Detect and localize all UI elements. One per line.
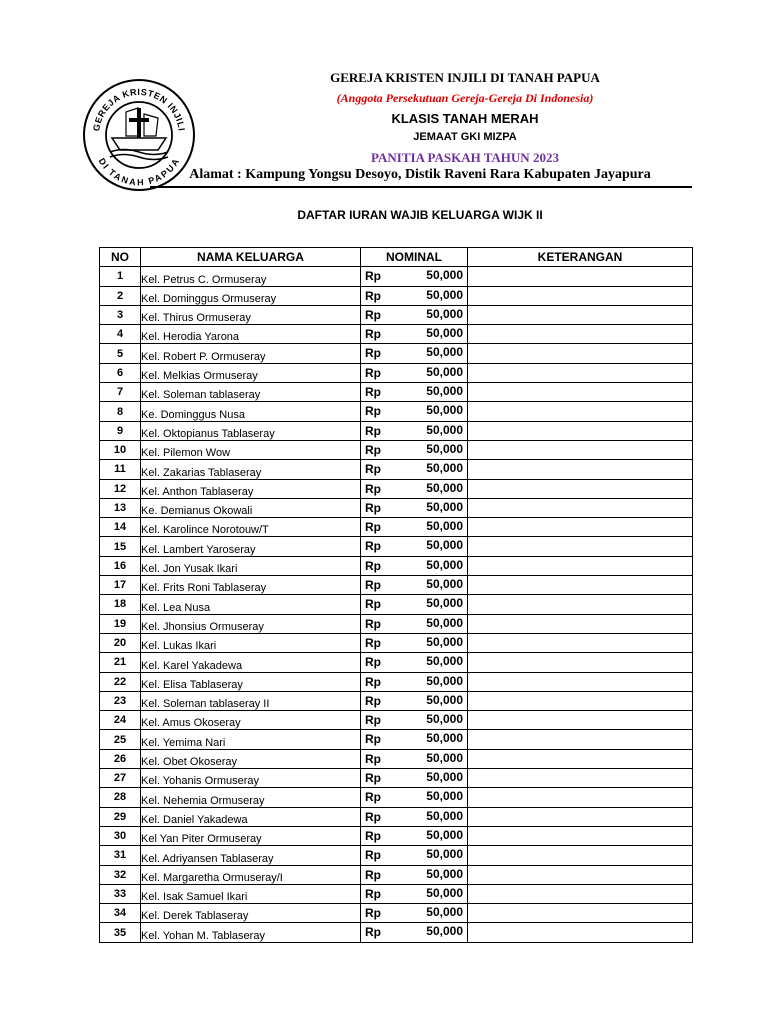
currency-label: Rp <box>365 655 381 670</box>
table-row <box>100 691 693 710</box>
nominal-cell <box>361 576 468 595</box>
family-name: Kel. Pilemon Wow <box>141 440 361 459</box>
currency-label: Rp <box>365 307 381 322</box>
nominal-cell <box>361 402 468 421</box>
family-name: Kel. Petrus C. Ormuseray <box>141 267 361 286</box>
organization-name: GEREJA KRISTEN INJILI DI TANAH PAPUA <box>330 70 600 85</box>
remarks-cell <box>468 421 693 440</box>
table-row <box>100 460 693 479</box>
table-row <box>100 614 693 633</box>
row-number: 5 <box>100 344 141 363</box>
remarks-cell <box>468 923 693 942</box>
row-number: 30 <box>100 826 141 845</box>
amount-value: 50,000 <box>426 538 463 553</box>
amount-value: 50,000 <box>426 268 463 283</box>
row-number: 34 <box>100 904 141 923</box>
remarks-cell <box>468 826 693 845</box>
row-number: 17 <box>100 576 141 595</box>
currency-label: Rp <box>365 462 381 477</box>
currency-label: Rp <box>365 848 381 863</box>
cross-ship-icon <box>110 108 168 160</box>
remarks-cell <box>468 498 693 517</box>
row-number: 7 <box>100 383 141 402</box>
table-row <box>100 344 693 363</box>
row-number: 21 <box>100 653 141 672</box>
nominal-cell <box>361 865 468 884</box>
row-number: 16 <box>100 556 141 575</box>
family-name: Kel. Soleman tablaseray <box>141 383 361 402</box>
currency-label: Rp <box>365 674 381 689</box>
table-row <box>100 595 693 614</box>
nominal-cell <box>361 769 468 788</box>
nominal-cell <box>361 614 468 633</box>
organization-subtitle: (Anggota Persekutuan Gereja-Gereja Di Indonesia) <box>336 91 594 105</box>
row-number: 2 <box>100 286 141 305</box>
nominal-cell <box>361 923 468 942</box>
amount-value: 50,000 <box>426 770 463 785</box>
remarks-cell <box>468 344 693 363</box>
currency-label: Rp <box>365 404 381 419</box>
currency-label: Rp <box>365 828 381 843</box>
remarks-cell <box>468 749 693 768</box>
table-row <box>100 730 693 749</box>
nominal-cell <box>361 749 468 768</box>
table-row <box>100 749 693 768</box>
row-number: 33 <box>100 884 141 903</box>
table-row <box>100 286 693 305</box>
table-row <box>100 556 693 575</box>
dues-table <box>99 247 693 943</box>
table-row <box>100 904 693 923</box>
row-number: 23 <box>100 691 141 710</box>
currency-label: Rp <box>365 867 381 882</box>
nominal-cell <box>361 788 468 807</box>
currency-label: Rp <box>365 269 381 284</box>
family-name: Kel. Soleman tablaseray II <box>141 691 361 710</box>
row-number: 24 <box>100 711 141 730</box>
remarks-cell <box>468 788 693 807</box>
nominal-cell <box>361 267 468 286</box>
remarks-cell <box>468 576 693 595</box>
table-row <box>100 846 693 865</box>
currency-label: Rp <box>365 327 381 342</box>
row-number: 14 <box>100 518 141 537</box>
remarks-cell <box>468 884 693 903</box>
currency-label: Rp <box>365 385 381 400</box>
family-name: Kel. Daniel Yakadewa <box>141 807 361 826</box>
nominal-cell <box>361 518 468 537</box>
amount-value: 50,000 <box>426 577 463 592</box>
table-body <box>100 267 693 942</box>
classis-name: KLASIS TANAH MERAH <box>391 111 539 126</box>
currency-label: Rp <box>365 616 381 631</box>
amount-value: 50,000 <box>426 499 463 514</box>
table-row <box>100 769 693 788</box>
family-name: Kel. Frits Roni Tablaseray <box>141 576 361 595</box>
table-row <box>100 537 693 556</box>
amount-value: 50,000 <box>426 364 463 379</box>
nominal-cell <box>361 556 468 575</box>
remarks-cell <box>468 402 693 421</box>
remarks-cell <box>468 325 693 344</box>
amount-value: 50,000 <box>426 306 463 321</box>
family-name: Kel. Adriyansen Tablaseray <box>141 846 361 865</box>
currency-label: Rp <box>365 365 381 380</box>
nominal-cell <box>361 363 468 382</box>
remarks-cell <box>468 537 693 556</box>
nominal-cell <box>361 633 468 652</box>
header-nominal: NOMINAL <box>361 248 468 267</box>
amount-value: 50,000 <box>426 712 463 727</box>
family-name: Kel. Lukas Ikari <box>141 633 361 652</box>
nominal-cell <box>361 479 468 498</box>
currency-label: Rp <box>365 751 381 766</box>
amount-value: 50,000 <box>426 326 463 341</box>
amount-value: 50,000 <box>426 441 463 456</box>
family-name: Kel. Melkias Ormuseray <box>141 363 361 382</box>
family-name: Kel. Amus Okoseray <box>141 711 361 730</box>
table-row <box>100 672 693 691</box>
currency-label: Rp <box>365 790 381 805</box>
amount-value: 50,000 <box>426 827 463 842</box>
nominal-cell <box>361 595 468 614</box>
currency-label: Rp <box>365 809 381 824</box>
remarks-cell <box>468 807 693 826</box>
currency-label: Rp <box>365 597 381 612</box>
family-name: Kel. Oktopianus Tablaseray <box>141 421 361 440</box>
amount-value: 50,000 <box>426 924 463 939</box>
currency-label: Rp <box>365 558 381 573</box>
currency-label: Rp <box>365 346 381 361</box>
table-row <box>100 923 693 942</box>
table-row <box>100 440 693 459</box>
currency-label: Rp <box>365 925 381 940</box>
remarks-cell <box>468 267 693 286</box>
nominal-cell <box>361 807 468 826</box>
family-name: Kel. Robert P. Ormuseray <box>141 344 361 363</box>
family-name: Kel. Karel Yakadewa <box>141 653 361 672</box>
remarks-cell <box>468 691 693 710</box>
nominal-cell <box>361 846 468 865</box>
amount-value: 50,000 <box>426 403 463 418</box>
family-name: Kel. Yohan M. Tablaseray <box>141 923 361 942</box>
row-number: 8 <box>100 402 141 421</box>
address-line: Alamat : Kampung Yongsu Desoyo, Distik Raveni Rara Kabupaten Jayapura <box>189 167 651 182</box>
row-number: 12 <box>100 479 141 498</box>
nominal-cell <box>361 904 468 923</box>
amount-value: 50,000 <box>426 673 463 688</box>
amount-value: 50,000 <box>426 789 463 804</box>
row-number: 35 <box>100 923 141 942</box>
family-name: Kel. Obet Okoseray <box>141 749 361 768</box>
row-number: 22 <box>100 672 141 691</box>
family-name: Ke. Demianus Okowali <box>141 498 361 517</box>
table-row <box>100 711 693 730</box>
table-row <box>100 267 693 286</box>
currency-label: Rp <box>365 481 381 496</box>
amount-value: 50,000 <box>426 731 463 746</box>
family-name: Kel. Thirus Ormuseray <box>141 305 361 324</box>
table-row <box>100 325 693 344</box>
amount-value: 50,000 <box>426 461 463 476</box>
family-name: Kel. Karolince Norotouw/T <box>141 518 361 537</box>
remarks-cell <box>468 846 693 865</box>
remarks-cell <box>468 730 693 749</box>
remarks-cell <box>468 614 693 633</box>
amount-value: 50,000 <box>426 596 463 611</box>
nominal-cell <box>361 305 468 324</box>
nominal-cell <box>361 440 468 459</box>
amount-value: 50,000 <box>426 519 463 534</box>
document-title: DAFTAR IURAN WAJIB KELUARGA WIJK II <box>297 208 543 222</box>
amount-value: 50,000 <box>426 634 463 649</box>
table-row <box>100 479 693 498</box>
amount-value: 50,000 <box>426 750 463 765</box>
remarks-cell <box>468 363 693 382</box>
row-number: 19 <box>100 614 141 633</box>
row-number: 18 <box>100 595 141 614</box>
currency-label: Rp <box>365 500 381 515</box>
nominal-cell <box>361 711 468 730</box>
currency-label: Rp <box>365 423 381 438</box>
table-row <box>100 633 693 652</box>
remarks-cell <box>468 865 693 884</box>
family-name: Kel. Lambert Yaroseray <box>141 537 361 556</box>
nominal-cell <box>361 421 468 440</box>
row-number: 20 <box>100 633 141 652</box>
currency-label: Rp <box>365 442 381 457</box>
remarks-cell <box>468 440 693 459</box>
nominal-cell <box>361 653 468 672</box>
table-row <box>100 788 693 807</box>
nominal-cell <box>361 344 468 363</box>
amount-value: 50,000 <box>426 847 463 862</box>
nominal-cell <box>361 672 468 691</box>
row-number: 4 <box>100 325 141 344</box>
remarks-cell <box>468 383 693 402</box>
row-number: 32 <box>100 865 141 884</box>
row-number: 6 <box>100 363 141 382</box>
remarks-cell <box>468 460 693 479</box>
amount-value: 50,000 <box>426 866 463 881</box>
row-number: 15 <box>100 537 141 556</box>
remarks-cell <box>468 305 693 324</box>
header-no: NO <box>100 248 141 267</box>
remarks-cell <box>468 672 693 691</box>
table-row <box>100 653 693 672</box>
remarks-cell <box>468 711 693 730</box>
remarks-cell <box>468 479 693 498</box>
family-name: Kel. Lea Nusa <box>141 595 361 614</box>
family-name: Kel. Jhonsius Ormuseray <box>141 614 361 633</box>
amount-value: 50,000 <box>426 422 463 437</box>
nominal-cell <box>361 826 468 845</box>
header-divider <box>150 186 692 188</box>
amount-value: 50,000 <box>426 808 463 823</box>
remarks-cell <box>468 595 693 614</box>
family-name: Kel. Elisa Tablaseray <box>141 672 361 691</box>
nominal-cell <box>361 286 468 305</box>
row-number: 25 <box>100 730 141 749</box>
table-row <box>100 305 693 324</box>
table-row <box>100 363 693 382</box>
amount-value: 50,000 <box>426 480 463 495</box>
family-name: Kel. Jon Yusak Ikari <box>141 556 361 575</box>
nominal-cell <box>361 460 468 479</box>
amount-value: 50,000 <box>426 615 463 630</box>
table-row <box>100 421 693 440</box>
currency-label: Rp <box>365 539 381 554</box>
table-row <box>100 807 693 826</box>
row-number: 26 <box>100 749 141 768</box>
row-number: 1 <box>100 267 141 286</box>
currency-label: Rp <box>365 635 381 650</box>
amount-value: 50,000 <box>426 557 463 572</box>
currency-label: Rp <box>365 906 381 921</box>
table-row <box>100 884 693 903</box>
amount-value: 50,000 <box>426 905 463 920</box>
family-name: Kel. Isak Samuel Ikari <box>141 884 361 903</box>
svg-text:GEREJA KRISTEN INJILI: GEREJA KRISTEN INJILI <box>91 86 187 132</box>
nominal-cell <box>361 325 468 344</box>
currency-label: Rp <box>365 732 381 747</box>
nominal-cell <box>361 691 468 710</box>
remarks-cell <box>468 556 693 575</box>
family-name: Kel. Yemima Nari <box>141 730 361 749</box>
currency-label: Rp <box>365 578 381 593</box>
family-name: Kel. Dominggus Ormuseray <box>141 286 361 305</box>
remarks-cell <box>468 633 693 652</box>
remarks-cell <box>468 904 693 923</box>
nominal-cell <box>361 498 468 517</box>
currency-label: Rp <box>365 288 381 303</box>
table-row <box>100 826 693 845</box>
row-number: 28 <box>100 788 141 807</box>
currency-label: Rp <box>365 771 381 786</box>
family-name: Kel. Margaretha Ormuseray/I <box>141 865 361 884</box>
nominal-cell <box>361 730 468 749</box>
currency-label: Rp <box>365 713 381 728</box>
amount-value: 50,000 <box>426 654 463 669</box>
remarks-cell <box>468 653 693 672</box>
family-name: Kel. Zakarias Tablaseray <box>141 460 361 479</box>
header-remarks: KETERANGAN <box>468 248 693 267</box>
family-name: Kel Yan Piter Ormuseray <box>141 826 361 845</box>
family-name: Ke. Dominggus Nusa <box>141 402 361 421</box>
nominal-cell <box>361 537 468 556</box>
family-name: Kel. Derek Tablaseray <box>141 904 361 923</box>
family-name: Kel. Anthon Tablaseray <box>141 479 361 498</box>
table-row <box>100 402 693 421</box>
table-row <box>100 383 693 402</box>
family-name: Kel. Nehemia Ormuseray <box>141 788 361 807</box>
row-number: 11 <box>100 460 141 479</box>
header-family-name: NAMA KELUARGA <box>141 248 361 267</box>
table-row <box>100 865 693 884</box>
amount-value: 50,000 <box>426 287 463 302</box>
amount-value: 50,000 <box>426 345 463 360</box>
row-number: 3 <box>100 305 141 324</box>
row-number: 13 <box>100 498 141 517</box>
currency-label: Rp <box>365 520 381 535</box>
amount-value: 50,000 <box>426 692 463 707</box>
congregation-name: JEMAAT GKI MIZPA <box>413 131 517 143</box>
row-number: 29 <box>100 807 141 826</box>
table-row <box>100 518 693 537</box>
row-number: 9 <box>100 421 141 440</box>
table-row <box>100 576 693 595</box>
nominal-cell <box>361 884 468 903</box>
remarks-cell <box>468 518 693 537</box>
amount-value: 50,000 <box>426 885 463 900</box>
currency-label: Rp <box>365 693 381 708</box>
remarks-cell <box>468 286 693 305</box>
family-name: Kel. Yohanis Ormuseray <box>141 769 361 788</box>
table-row <box>100 498 693 517</box>
nominal-cell <box>361 383 468 402</box>
svg-text:DI TANAH PAPUA: DI TANAH PAPUA <box>96 156 182 188</box>
row-number: 31 <box>100 846 141 865</box>
table-header-row <box>100 248 693 267</box>
row-number: 27 <box>100 769 141 788</box>
amount-value: 50,000 <box>426 384 463 399</box>
remarks-cell <box>468 769 693 788</box>
row-number: 10 <box>100 440 141 459</box>
committee-name: PANITIA PASKAH TAHUN 2023 <box>371 150 559 165</box>
currency-label: Rp <box>365 886 381 901</box>
family-name: Kel. Herodia Yarona <box>141 325 361 344</box>
